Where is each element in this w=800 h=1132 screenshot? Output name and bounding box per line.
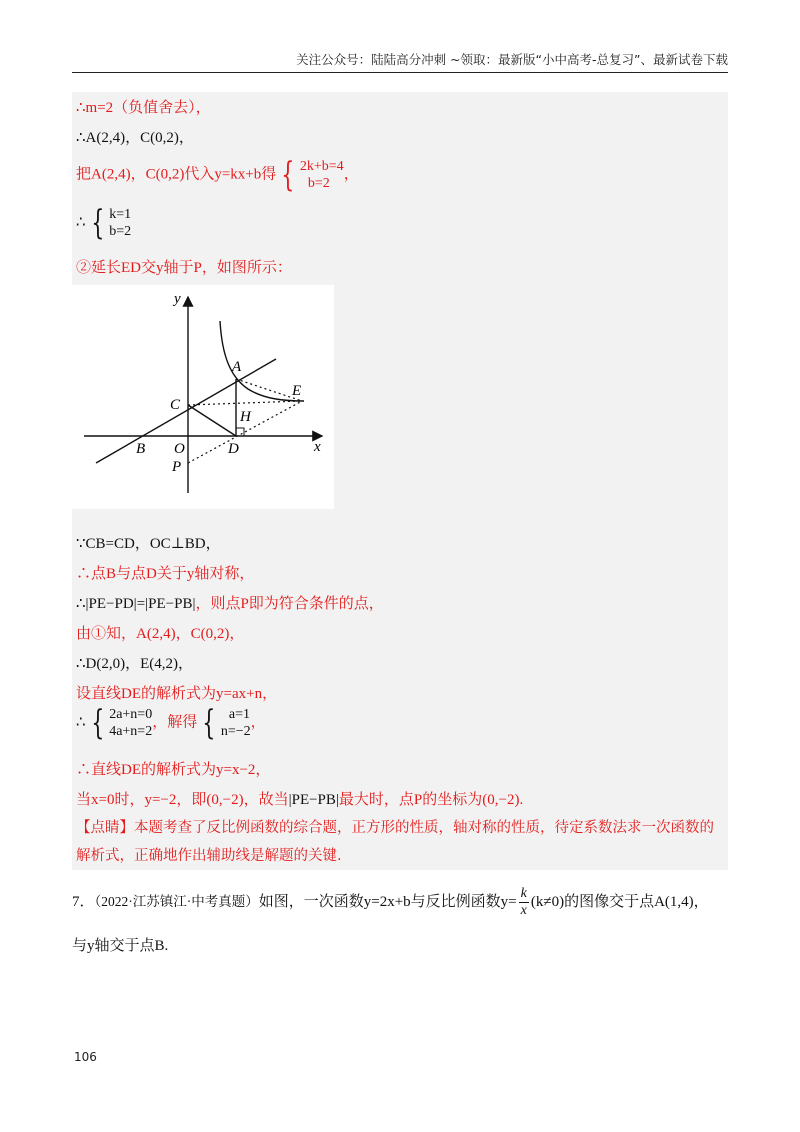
segment-cd: [188, 405, 236, 436]
solution-line-12-prefix: ∴: [76, 714, 86, 731]
label-p: P: [172, 459, 182, 475]
label-e: E: [292, 383, 302, 399]
solution-line-2: ∴A(2,4)，C(0,2)，: [76, 130, 194, 146]
label-d: D: [228, 441, 239, 457]
remark-block: [76, 814, 724, 870]
right-angle-mark: [236, 428, 244, 436]
label-o: O: [174, 441, 185, 457]
label-h: H: [240, 409, 251, 425]
geometry-figure: [72, 285, 334, 509]
solution-line-3: [76, 155, 359, 195]
solution-line-8-text: ，则点P即为符合条件的点，: [195, 596, 384, 612]
system-3-row-1: 2a+n=0: [109, 707, 153, 722]
page-header: [72, 50, 728, 73]
system-3-row-2: 4a+n=2: [109, 724, 153, 739]
solution-line-3-end: ，: [343, 166, 359, 183]
solution-line-14-c: 最大时，点P的坐标为(0,−2).: [338, 792, 524, 808]
question-text-b: (k≠0)的图像交于点A(1,4)，: [530, 894, 709, 910]
solution-line-3-text: 把A(2,4)，C(0,2)代入y=kx+b得: [76, 166, 277, 183]
solution-line-4-prefix: ∴: [76, 214, 86, 231]
solution-line-12: [76, 703, 266, 743]
solution-line-14-a: 当x=0时，y=−2，即(0,−2)，故当: [76, 792, 289, 808]
fraction-numerator: k: [520, 886, 527, 902]
remark-tag: 【点睛】: [76, 820, 134, 836]
solution-line-12-end: ，: [250, 714, 266, 731]
solution-box: [72, 92, 728, 870]
system-1-row-2: b=2: [307, 176, 330, 191]
fraction-k-over-x: [519, 886, 529, 919]
header-text: 关注公众号：陆陆高分冲刺 ~领取：最新版“小中高考-总复习”、最新试卷下载: [296, 52, 728, 67]
remark-text: 本题考查了反比例函数的综合题，正方形的性质，轴对称的性质，待定系数法求一次函数的解析式，正确地作出辅助线是解题的关键.: [76, 820, 714, 864]
equation-system-3: { 2a+n=0 4a+n=2: [90, 703, 153, 743]
label-a: A: [232, 359, 242, 375]
label-y: y: [174, 291, 181, 307]
label-c: C: [170, 397, 181, 413]
solution-line-14-formula: |PE−PB|: [288, 792, 339, 808]
solution-line-10: ∴D(2,0)，E(4,2)，: [76, 656, 194, 672]
solution-line-13: ∴直线DE的解析式为y=x−2，: [76, 762, 271, 778]
solution-line-1: ∴m=2（负值舍去），: [76, 100, 211, 116]
question-7-line-1: [72, 880, 732, 924]
question-7-line-2: 与y轴交于点B.: [72, 938, 169, 954]
system-2-row-1: k=1: [109, 207, 132, 222]
system-4-row-1: a=1: [228, 707, 250, 722]
solution-line-4: [76, 203, 132, 243]
solution-line-5: ②延长ED交y轴于P，如图所示：: [76, 260, 292, 276]
figure-svg: [72, 285, 334, 509]
equation-system-1: { 2k+b=4 b=2: [281, 155, 344, 195]
fraction-denominator: x: [520, 903, 527, 919]
question-text-a: 如图，一次函数y=2x+b与反比例函数y=: [258, 894, 517, 910]
solution-line-9: 由①知，A(2,4)，C(0,2)，: [76, 626, 245, 642]
equation-system-4: { a=1 n=−2: [202, 703, 251, 743]
system-4-row-2: n=−2: [220, 724, 251, 739]
solution-line-11: 设直线DE的解析式为y=ax+n，: [76, 686, 278, 702]
solution-line-8: [76, 592, 384, 613]
segment-ce: [188, 401, 302, 405]
question-number: 7．: [72, 894, 95, 910]
solution-line-6: ∵CB=CD，OC⊥BD，: [76, 536, 221, 552]
system-1-row-1: 2k+b=4: [299, 159, 344, 174]
solution-line-7: ∴点B与点D关于y轴对称，: [76, 566, 255, 582]
solution-line-8-formula: ∴|PE−PD|=|PE−PB|: [76, 596, 196, 612]
solution-line-12-solve: ，解得: [152, 714, 198, 731]
label-b: B: [136, 441, 146, 457]
equation-system-2: { k=1 b=2: [90, 203, 132, 243]
page-number: 106: [74, 1050, 97, 1064]
system-2-row-2: b=2: [109, 224, 132, 239]
label-x: x: [314, 439, 321, 455]
solution-line-14: [76, 788, 523, 809]
question-7: [72, 880, 732, 968]
question-source: （2022·江苏镇江·中考真题）: [94, 894, 259, 909]
